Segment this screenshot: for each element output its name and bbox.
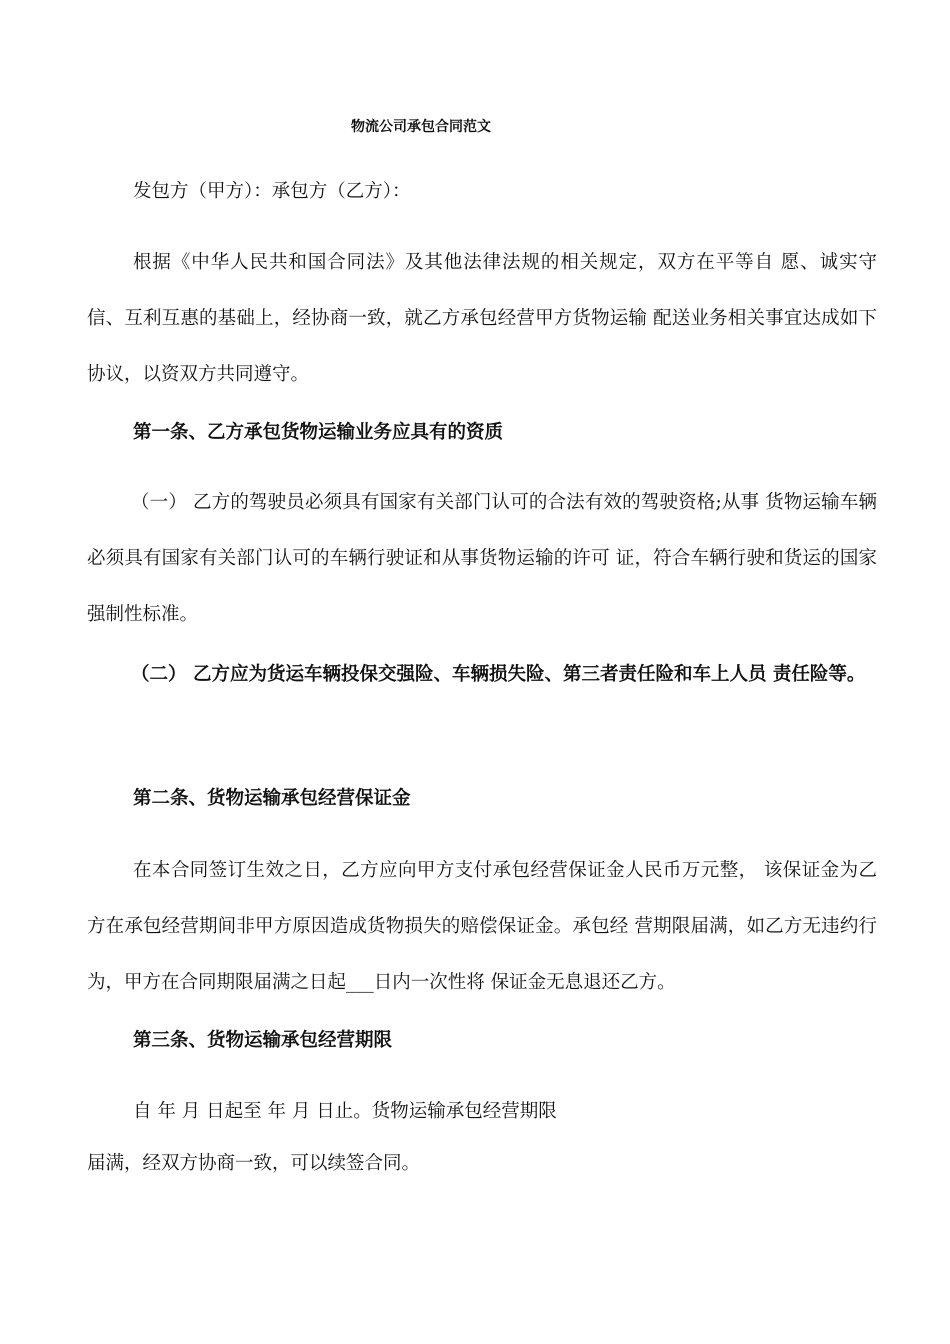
parties-line: 发包方（甲方）：承包方（乙方）： [133,181,411,202]
article-1-item-2: （二） 乙方应为货运车辆投保交强险、车辆损失险、第三者责任险和车上人员 责任险等。 [131,664,866,685]
article-3-heading: 第三条、货物运输承包经营期限 [133,1030,393,1051]
article-2-body: 在本合同签订生效之日，乙方应向甲方支付承包经营保证金人民币万元整， 该保证金为乙方在承包经营期间非甲方原因造成货物损失的赔偿保证金。承包经 营期限届满，如乙方无违约行为，甲方在合同期限届满之日起___日内一次性将 保证金无息退还乙方。 [87,860,877,993]
article-3-line-2: 届满，经双方协商一致，可以续签合同。 [87,1153,421,1174]
article-3-line-1: 自 年 月 日起至 年 月 日止。货物运输承包经营期限 [133,1101,557,1122]
article-1-item-1: （一） 乙方的驾驶员必须具有国家有关部门认可的合法有效的驾驶资格;从事 货物运输车辆必须具有国家有关部门认可的车辆行驶证和从事货物运输的许可 证，符合车辆行驶和货运的国家强制性标准。 [87,492,877,625]
article-1-heading: 第一条、乙方承包货物运输业务应具有的资质 [133,422,504,443]
preamble-paragraph: 根据《中华人民共和国合同法》及其他法律法规的相关规定，双方在平等自 愿、诚实守信、互利互惠的基础上，经协商一致，就乙方承包经营甲方货物运输 配送业务相关事宜达成如下协议，以资双方共同遵守。 [87,252,877,385]
article-2-heading: 第二条、货物运输承包经营保证金 [133,788,411,809]
document-title: 物流公司承包合同范文 [351,119,491,135]
